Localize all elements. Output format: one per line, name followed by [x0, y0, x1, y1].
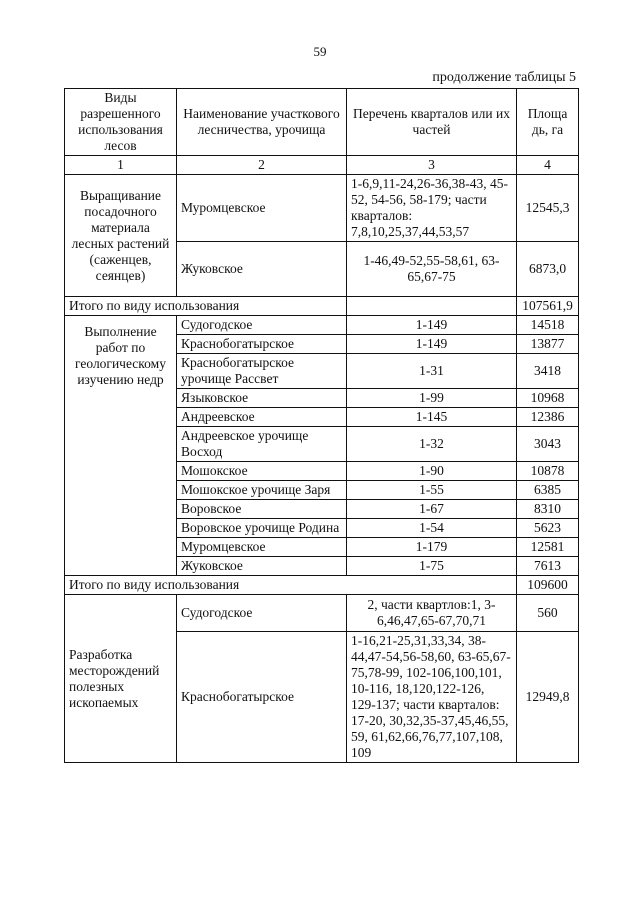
forestry-name: Воровское	[177, 500, 347, 519]
area-value: 8310	[517, 500, 579, 519]
header-quarters: Перечень кварталов или их частей	[347, 89, 517, 156]
quarters-list: 1-55	[347, 481, 517, 500]
quarters-list: 1-90	[347, 462, 517, 481]
use-type-cell: Выращивание посадочного материала лесных растений (саженцев, сеянцев)	[65, 175, 177, 297]
forestry-name: Воровское урочище Родина	[177, 519, 347, 538]
quarters-list: 1-99	[347, 389, 517, 408]
quarters-list: 1-75	[347, 557, 517, 576]
column-number: 1	[65, 156, 177, 175]
use-type-cell: Выполнение работ по геологическому изучению недр	[65, 316, 177, 576]
forestry-name: Жуковское	[177, 242, 347, 297]
quarters-list: 1-54	[347, 519, 517, 538]
forestry-name: Судогодское	[177, 595, 347, 632]
area-value: 13877	[517, 335, 579, 354]
forestry-name: Муромцевское	[177, 538, 347, 557]
forestry-name: Языковское	[177, 389, 347, 408]
forest-use-table	[64, 88, 579, 763]
area-value: 12545,3	[517, 175, 579, 242]
header-forestry: Наименование участкового лесничества, урочища	[177, 89, 347, 156]
page-number: 59	[313, 44, 327, 59]
total-area: 107561,9	[517, 297, 579, 316]
quarters-list: 1-179	[347, 538, 517, 557]
quarters-list: 1-6,9,11-24,26-36,38-43, 45-52, 54-56, 58-179; части кварталов: 7,8,10,25,37,44,53,57	[347, 175, 517, 242]
column-number: 4	[517, 156, 579, 175]
area-value: 5623	[517, 519, 579, 538]
table-row	[65, 175, 579, 242]
area-value: 12581	[517, 538, 579, 557]
forestry-name: Краснобогатырское	[177, 335, 347, 354]
quarters-list: 1-32	[347, 427, 517, 462]
area-value: 3043	[517, 427, 579, 462]
area-value: 10878	[517, 462, 579, 481]
area-value: 560	[517, 595, 579, 632]
quarters-list: 1-46,49-52,55-58,61, 63-65,67-75	[347, 242, 517, 297]
forestry-name: Андреевское	[177, 408, 347, 427]
quarters-list: 2, части квартлов:1, 3-6,46,47,65-67,70,71	[347, 595, 517, 632]
quarters-list: 1-149	[347, 335, 517, 354]
forestry-name: Краснобогатырское урочище Рассвет	[177, 354, 347, 389]
column-number: 2	[177, 156, 347, 175]
column-number-row	[65, 156, 579, 175]
quarters-list: 1-145	[347, 408, 517, 427]
area-value: 7613	[517, 557, 579, 576]
area-value: 10968	[517, 389, 579, 408]
area-value: 6385	[517, 481, 579, 500]
quarters-list: 1-31	[347, 354, 517, 389]
forestry-name: Мошокское	[177, 462, 347, 481]
total-row	[65, 576, 579, 595]
table-caption: продолжение таблицы 5	[432, 70, 576, 85]
total-row	[65, 297, 579, 316]
area-value: 14518	[517, 316, 579, 335]
forestry-name: Судогодское	[177, 316, 347, 335]
area-value: 6873,0	[517, 242, 579, 297]
forestry-name: Андреевское урочище Восход	[177, 427, 347, 462]
area-value: 12386	[517, 408, 579, 427]
quarters-list: 1-149	[347, 316, 517, 335]
forestry-name: Жуковское	[177, 557, 347, 576]
total-label: Итого по виду использования	[65, 297, 347, 316]
table-row	[65, 316, 579, 335]
forestry-name: Мошокское урочище Заря	[177, 481, 347, 500]
quarters-list: 1-16,21-25,31,33,34, 38-44,47-54,56-58,60, 63-65,67-75,78-99, 102-106,100,101, 10-116, 18,120,122-126, 129-137; части кварталов: 17-20, 30,32,35-37,45,46,55, 59, 61,62,66,76,77,107,108, 109	[347, 632, 517, 763]
header-use: Виды разрешенного использования лесов	[65, 89, 177, 156]
use-type-cell: Разработка месторождений полезных ископаемых	[65, 595, 177, 763]
total-area: 109600	[517, 576, 579, 595]
quarters-list: 1-67	[347, 500, 517, 519]
forestry-name: Краснобогатырское	[177, 632, 347, 763]
forestry-name: Муромцевское	[177, 175, 347, 242]
column-number: 3	[347, 156, 517, 175]
area-value: 12949,8	[517, 632, 579, 763]
area-value: 3418	[517, 354, 579, 389]
header-area: Площа дь, га	[517, 89, 579, 156]
header-row	[65, 89, 579, 156]
total-label: Итого по виду использования	[65, 576, 517, 595]
table-row	[65, 595, 579, 632]
